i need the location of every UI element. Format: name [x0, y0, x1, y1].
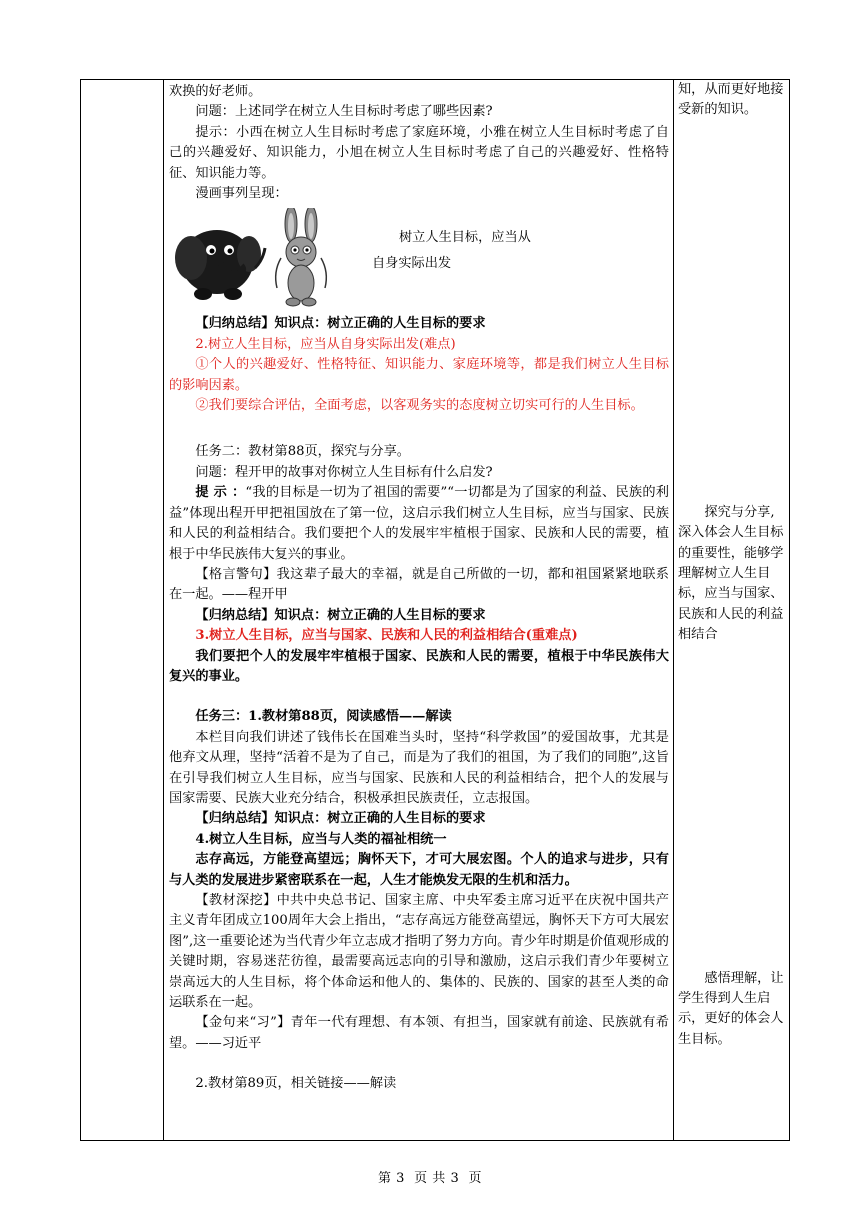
cartoon-caption-line-1: 树立人生目标，应当从 — [399, 230, 531, 246]
lesson-plan-table — [80, 79, 790, 1141]
summary-point-2: 2.树立人生目标，应当从自身实际出发(难点) — [195, 336, 456, 352]
footer-word-3: 页 — [468, 1171, 483, 1186]
summary-point-4: 4.树立人生目标，应当与人类的福祉相统一 — [195, 831, 447, 847]
golden-quote: 【金句来“习”】青年一代有理想、有本领、有担当，国家就有前途、民族就有希望。——习近平 — [169, 1015, 669, 1051]
task-2-quote: 【格言警句】我这辈子最大的幸福，就是自己所做的一切，都和祖国紧紧地联系在一起。——程开甲 — [169, 566, 669, 603]
summary-point-3-detail: 我们要把个人的发展牢牢植根于国家、民族和人民的需要，植根于中华民族伟大复兴的事业。 — [169, 648, 669, 684]
content-column-cell — [164, 80, 674, 1141]
intro-line: 欢换的好老师。 — [169, 84, 262, 99]
task-2-hint-text: “我的目标是一切为了祖国的需要”“一切都是为了国家的利益、民族的利益”体现出程开甲把祖国放在了第一位，这启示我们树立人生目标，应当与国家、民族和人民的利益相结合。我们要把个人的发展牢牢植根于国家、民族和人民的需要，植根于中华民族伟大复兴的事业。 — [169, 485, 669, 562]
footer-word-2: 页 共 — [414, 1171, 446, 1186]
rabbit-cartoon-icon — [276, 208, 327, 306]
question-1: 问题：上述同学在树立人生目标时考虑了哪些因素? — [195, 104, 493, 120]
task-3-text: 本栏目向我们讲述了钱伟长在国难当头时，坚持“科学救国”的爱国故事，尤其是他弃文从理，坚持“活着不是为了自己，而是为了我们的祖国，为了我们的同胞”,这旨在引导我们树立人生目标，应当与国家、民族和人民的利益相结合，把个人的发展与国家需要、民族大业充分结合，积极承担民族责任，立志报国。 — [169, 729, 669, 806]
summary-point-2-detail-2: ②我们要综合评估，全面考虑，以客观务实的态度树立切实可行的人生目标。 — [195, 398, 644, 414]
footer-word-1: 第 — [377, 1171, 392, 1186]
cartoon-intro: 漫画事列呈现： — [195, 186, 288, 202]
task-2-question: 问题：程开甲的故事对你树立人生目标有什么启发? — [195, 464, 493, 480]
summary-point-4-detail: 志存高远，方能登高望远；胸怀天下，才可大展宏图。个人的追求与进步，只有与人类的发展进步紧密联系在一起，人生才能焕发无限的生机和活力。 — [169, 852, 669, 888]
purpose-note-2: 探究与分享,深入体会人生目标的重要性，能够学理解树立人生目标，应当与国家、民族和人民的利益相结合 — [678, 504, 784, 643]
page-footer — [0, 1167, 860, 1186]
summary-title-1: 【归纳总结】知识点：树立正确的人生目标的要求 — [195, 316, 486, 332]
purpose-column-cell — [674, 80, 790, 1141]
cartoon-illustration — [169, 208, 669, 308]
task-3-title: 任务三：1.教材第88页，阅读感悟——解读 — [195, 709, 452, 725]
purpose-note-3: 感悟理解，让学生得到人生启示，更好的体会人生目标。 — [678, 970, 784, 1047]
task-3-item-2: 2.教材第89页，相关链接——解读 — [195, 1076, 397, 1092]
footer-current-page: 3 — [396, 1171, 405, 1186]
textbook-deep-dive: 【教材深挖】中共中央总书记、国家主席、中央军委主席习近平在庆祝中国共产主义青年团成立100周年大会上指出，“志存高远方能登高望远，胸怀天下方可大展宏图”,这一重要论述为当代青少年立志成才指明了努力方向。青少年时期是价值观形成的关键时期，容易迷茫彷徨，最需要高远志向的引导和激励，这启示我们青少年要树立崇高远大的人生目标，将个体命运和他人的、集体的、民族的、国家的甚至人类的命运联系在一起。 — [169, 893, 669, 1011]
summary-point-2-detail-1: ①个人的兴趣爱好、性格特征、知识能力、家庭环境等，都是我们树立人生目标的影响因素。 — [169, 357, 669, 393]
task-2-title: 任务二：教材第88页，探究与分享。 — [195, 444, 410, 460]
purpose-note-1: 知，从而更好地接受新的知识。 — [678, 82, 784, 118]
cartoon-caption-line-2: 自身实际出发 — [372, 256, 452, 272]
elephant-cartoon-icon — [175, 230, 265, 300]
footer-total-pages: 3 — [450, 1171, 460, 1186]
summary-title-3: 【归纳总结】知识点：树立正确的人生目标的要求 — [195, 811, 486, 827]
task-2-hint-label: 提 示 ： — [195, 485, 246, 501]
summary-title-2: 【归纳总结】知识点：树立正确的人生目标的要求 — [195, 607, 486, 623]
hint-1: 提示：小西在树立人生目标时考虑了家庭环境，小雅在树立人生目标时考虑了自己的兴趣爱好、知识能力，小旭在树立人生目标时考虑了自己的兴趣爱好、性格特征、知识能力等。 — [169, 124, 669, 181]
summary-point-3: 3.树立人生目标，应当与国家、民族和人民的利益相结合(重难点) — [195, 628, 578, 644]
left-column-cell — [81, 80, 164, 1141]
task-2-hint — [169, 483, 669, 565]
